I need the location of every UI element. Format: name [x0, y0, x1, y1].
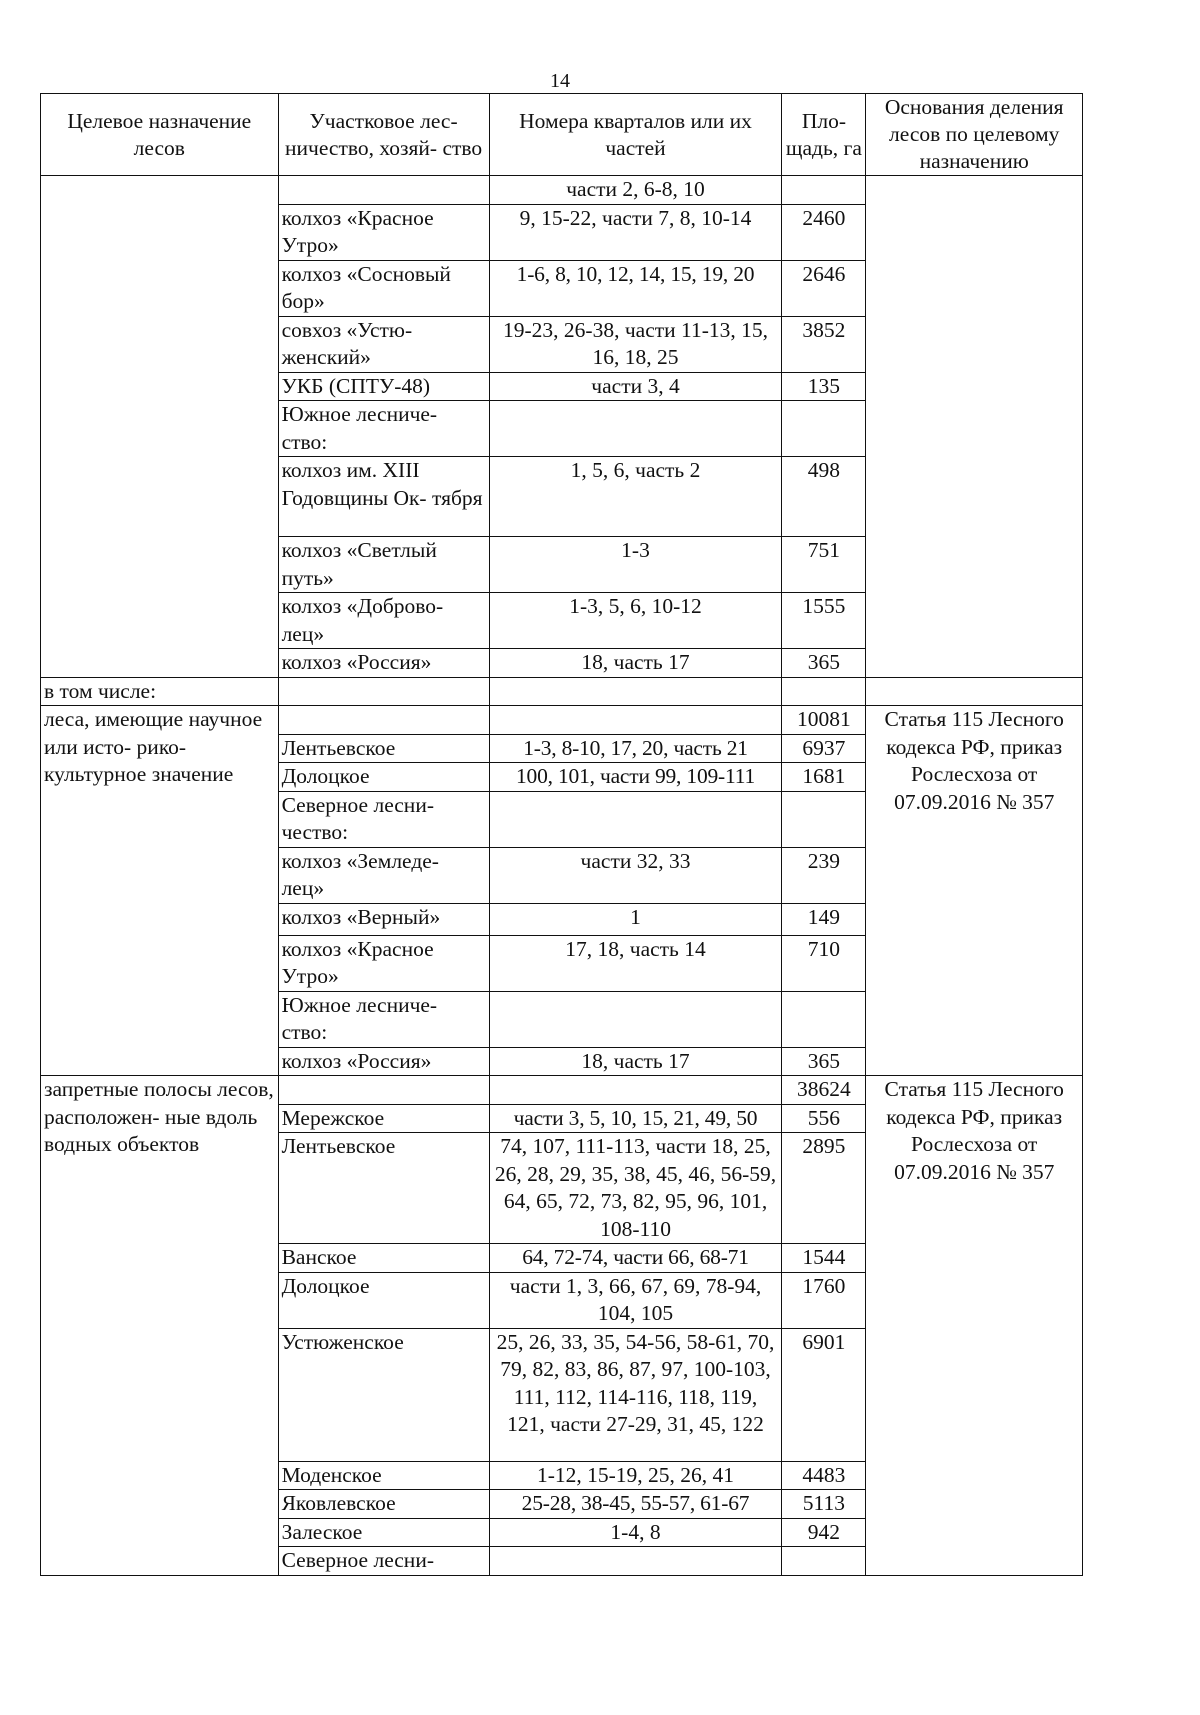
- basis-cell-continuation: [866, 176, 1083, 678]
- quarters-cell: 25, 26, 33, 35, 54-56, 58-61, 70, 79, 82, 83, 86, 87, 97, 100-103, 111, 112, 114-116, 118, 119, 121, части 27-29, 31, 45, 122: [489, 1328, 782, 1461]
- forestry-cell: колхоз им. XIII Годовщины Ок- тября: [278, 457, 489, 537]
- area-cell: 1555: [782, 593, 866, 649]
- forestry-cell: Лентьевское: [278, 1133, 489, 1244]
- area-cell: 2460: [782, 204, 866, 260]
- header-forestry: Участковое лес- ничество, хозяй- ство: [278, 94, 489, 176]
- quarters-cell: [489, 791, 782, 847]
- forestry-cell: Долоцкое: [278, 1272, 489, 1328]
- quarters-cell: 64, 72-74, части 66, 68-71: [489, 1244, 782, 1273]
- forestry-cell: колхоз «Красное Утро»: [278, 935, 489, 991]
- area-cell: 2895: [782, 1133, 866, 1244]
- quarters-cell: 9, 15-22, части 7, 8, 10-14: [489, 204, 782, 260]
- area-cell: [782, 401, 866, 457]
- forestry-cell: Яковлевское: [278, 1490, 489, 1519]
- forestry-cell: Южное лесниче- ство:: [278, 991, 489, 1047]
- quarters-cell: 1-3, 8-10, 17, 20, часть 21: [489, 734, 782, 763]
- area-cell: 3852: [782, 316, 866, 372]
- area-cell: 498: [782, 457, 866, 537]
- quarters-cell: 25-28, 38-45, 55-57, 61-67: [489, 1490, 782, 1519]
- area-cell: 1544: [782, 1244, 866, 1273]
- area-cell: 2646: [782, 260, 866, 316]
- area-cell: 5113: [782, 1490, 866, 1519]
- area-cell: 556: [782, 1104, 866, 1133]
- quarters-cell: части 32, 33: [489, 847, 782, 903]
- quarters-cell: 1: [489, 903, 782, 935]
- area-cell: 1760: [782, 1272, 866, 1328]
- forestry-cell: колхоз «Россия»: [278, 649, 489, 678]
- area-cell: 6901: [782, 1328, 866, 1461]
- area-cell: 6937: [782, 734, 866, 763]
- header-purpose: Целевое назначение лесов: [41, 94, 279, 176]
- forestry-cell: колхоз «Россия»: [278, 1047, 489, 1076]
- purpose-cell-water-strips: запретные полосы лесов, расположен- ные вдоль водных объектов: [41, 1076, 279, 1576]
- quarters-cell: 1-3, 5, 6, 10-12: [489, 593, 782, 649]
- area-cell: [782, 1547, 866, 1576]
- quarters-cell: 17, 18, часть 14: [489, 935, 782, 991]
- quarters-cell: 1, 5, 6, часть 2: [489, 457, 782, 537]
- quarters-cell: [489, 401, 782, 457]
- forestry-cell: УКБ (СПТУ-48): [278, 372, 489, 401]
- forestry-cell: Моденское: [278, 1461, 489, 1490]
- quarters-cell: части 2, 6-8, 10: [489, 176, 782, 205]
- forestry-cell: Устюженское: [278, 1328, 489, 1461]
- purpose-cell-continuation: [41, 176, 279, 678]
- area-cell: [782, 791, 866, 847]
- area-cell: 365: [782, 1047, 866, 1076]
- quarters-cell: части 3, 4: [489, 372, 782, 401]
- page-number: 14: [550, 70, 570, 92]
- table-row: [41, 706, 1083, 735]
- area-cell: 135: [782, 372, 866, 401]
- purpose-cell-scientific: леса, имеющие научное или исто- рико-культурное значение: [41, 706, 279, 1076]
- quarters-cell: 18, часть 17: [489, 649, 782, 678]
- forestry-cell: колхоз «Светлый путь»: [278, 537, 489, 593]
- area-cell: [782, 991, 866, 1047]
- basis-cell-water-strips: Статья 115 Лесного кодекса РФ, приказ Рослесхоза от 07.09.2016 № 357: [866, 1076, 1083, 1576]
- forestry-cell: [278, 176, 489, 205]
- basis-cell: [866, 677, 1083, 706]
- forest-purpose-table: [40, 93, 1083, 1576]
- quarters-cell: [489, 1547, 782, 1576]
- forestry-cell: Южное лесниче- ство:: [278, 401, 489, 457]
- forestry-cell: колхоз «Сосновый бор»: [278, 260, 489, 316]
- area-cell: 10081: [782, 706, 866, 735]
- quarters-cell: 1-12, 15-19, 25, 26, 41: [489, 1461, 782, 1490]
- forestry-cell: Долоцкое: [278, 763, 489, 792]
- area-cell: 38624: [782, 1076, 866, 1105]
- forestry-cell: Северное лесни-: [278, 1547, 489, 1576]
- quarters-cell: 1-6, 8, 10, 12, 14, 15, 19, 20: [489, 260, 782, 316]
- area-cell: 751: [782, 537, 866, 593]
- quarters-cell: [489, 991, 782, 1047]
- quarters-cell: части 1, 3, 66, 67, 69, 78-94, 104, 105: [489, 1272, 782, 1328]
- quarters-cell: части 3, 5, 10, 15, 21, 49, 50: [489, 1104, 782, 1133]
- forestry-cell: Мережское: [278, 1104, 489, 1133]
- quarters-cell: 18, часть 17: [489, 1047, 782, 1076]
- forestry-cell: совхоз «Устю- женский»: [278, 316, 489, 372]
- basis-cell-scientific: Статья 115 Лесного кодекса РФ, приказ Рослесхоза от 07.09.2016 № 357: [866, 706, 1083, 1076]
- table-row: [41, 677, 1083, 706]
- quarters-cell: 74, 107, 111-113, части 18, 25, 26, 28, 29, 35, 38, 45, 46, 56-59, 64, 65, 72, 73, 82, 95, 96, 101, 108-110: [489, 1133, 782, 1244]
- area-cell: 710: [782, 935, 866, 991]
- header-basis: Основания деления лесов по целевому назначению: [866, 94, 1083, 176]
- area-cell: 1681: [782, 763, 866, 792]
- forestry-cell: колхоз «Земледе- лец»: [278, 847, 489, 903]
- area-cell: [782, 677, 866, 706]
- forestry-cell: [278, 677, 489, 706]
- forestry-cell: колхоз «Красное Утро»: [278, 204, 489, 260]
- forestry-cell: [278, 706, 489, 735]
- table-row: [41, 176, 1083, 205]
- quarters-cell: 19-23, 26-38, части 11-13, 15, 16, 18, 25: [489, 316, 782, 372]
- quarters-cell: 1-4, 8: [489, 1518, 782, 1547]
- forestry-cell: Залеское: [278, 1518, 489, 1547]
- forestry-cell: Северное лесни- чество:: [278, 791, 489, 847]
- quarters-cell: [489, 706, 782, 735]
- table-row: [41, 1076, 1083, 1105]
- header-quarters: Номера кварталов или их частей: [489, 94, 782, 176]
- area-cell: 365: [782, 649, 866, 678]
- area-cell: 4483: [782, 1461, 866, 1490]
- header-area: Пло- щадь, га: [782, 94, 866, 176]
- forestry-cell: Лентьевское: [278, 734, 489, 763]
- forestry-cell: колхоз «Верный»: [278, 903, 489, 935]
- forestry-cell: колхоз «Доброво- лец»: [278, 593, 489, 649]
- quarters-cell: [489, 1076, 782, 1105]
- forestry-cell: Ванское: [278, 1244, 489, 1273]
- area-cell: [782, 176, 866, 205]
- quarters-cell: 1-3: [489, 537, 782, 593]
- table-header-row: [41, 94, 1083, 176]
- quarters-cell: 100, 101, части 99, 109-111: [489, 763, 782, 792]
- purpose-cell: в том числе:: [41, 677, 279, 706]
- quarters-cell: [489, 677, 782, 706]
- area-cell: 942: [782, 1518, 866, 1547]
- forestry-cell: [278, 1076, 489, 1105]
- area-cell: 149: [782, 903, 866, 935]
- area-cell: 239: [782, 847, 866, 903]
